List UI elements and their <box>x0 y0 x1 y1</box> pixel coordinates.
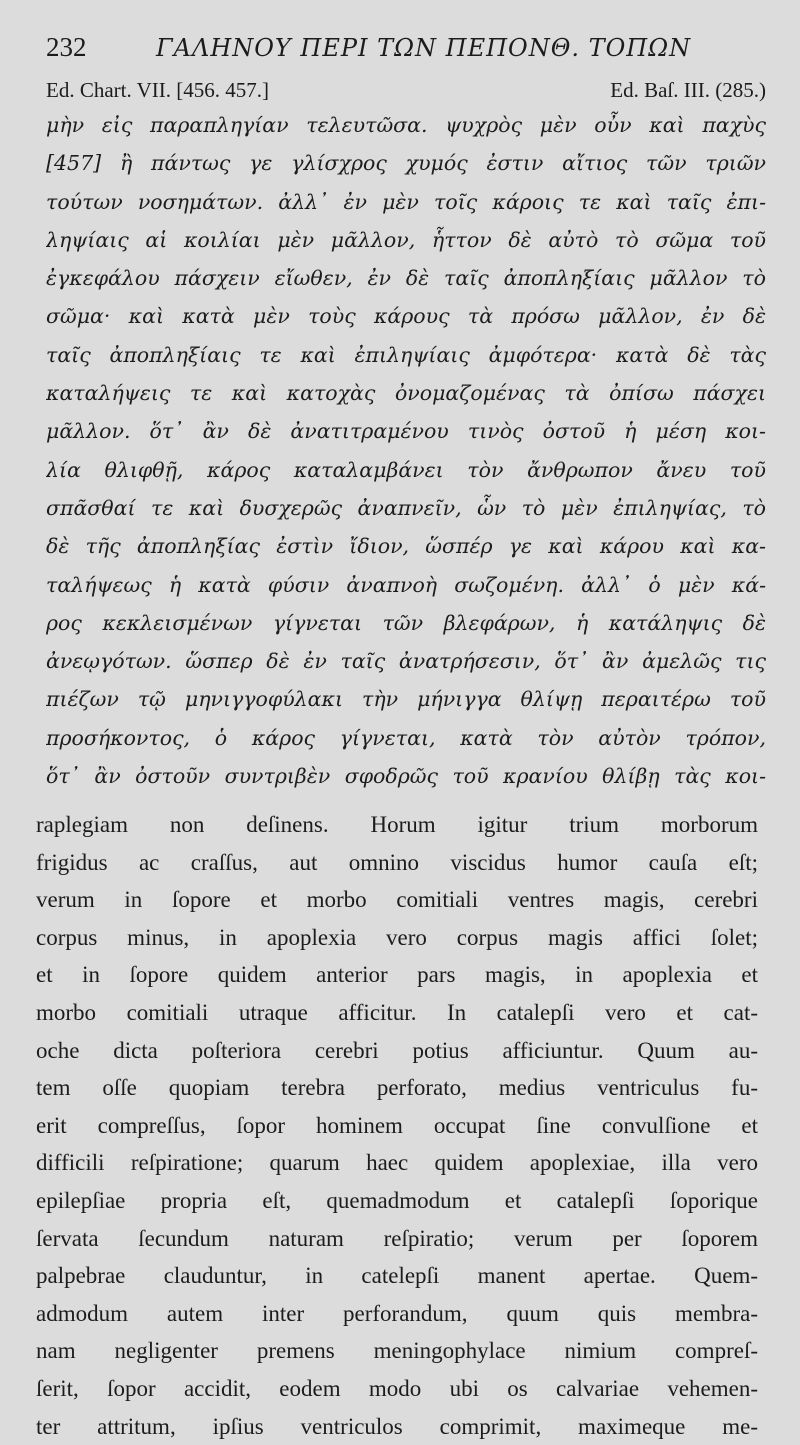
page-number: 232 <box>46 32 87 63</box>
greek-text-line: πιέζων τῷ μηνιγγοφύλακι τὴν μήνιγγα θλίψῃ περαιτέρω τοῦ <box>46 680 766 718</box>
greek-text-line: ταλήψεως ἡ κατὰ φύσιν ἀναπνοὴ σωζομένη. ἀλλ᾽ ὁ μὲν κά- <box>46 566 766 604</box>
edition-basel-reference: Ed. Baſ. III. (285.) <box>610 78 766 103</box>
latin-text-line: frigidus ac craſſus, aut omnino viscidus humor cauſa eſt; <box>36 844 758 882</box>
page-header <box>46 32 746 68</box>
greek-text-line: τούτων νοσημάτων. ἀλλ᾽ ἐν μὲν τοῖς κάροις τε καὶ ταῖς ἐπι- <box>46 183 766 221</box>
greek-text-line: καταλήψεις τε καὶ κατοχὰς ὀνομαζομένας τὰ ὀπίσω πάσχει <box>46 374 766 412</box>
greek-text-line: ρος κεκλεισμένων γίγνεται τῶν βλεφάρων, ἡ κατάληψις δὲ <box>46 604 766 642</box>
latin-text-line: tem oſſe quopiam terebra perforato, medius ventriculus fu- <box>36 1069 758 1107</box>
greek-text-line: ἀνεῳγότων. ὥσπερ δὲ ἐν ταῖς ἀνατρήσεσιν, ὅτ᾽ ἂν ἀμελῶς τις <box>46 642 766 680</box>
latin-text-line: ſervata ſecundum naturam reſpiratio; verum per ſoporem <box>36 1220 758 1258</box>
greek-text-line: [457] ἢ πάντως γε γλίσχρος χυμός ἐστιν αἴτιος τῶν τριῶν <box>46 144 766 182</box>
latin-translation-block <box>36 806 758 1445</box>
greek-text-block <box>46 106 766 795</box>
greek-text-line: ταῖς ἀποπληξίαις τε καὶ ἐπιληψίαις ἀμφότερα· κατὰ δὲ τὰς <box>46 336 766 374</box>
greek-text-line: ἐγκεφάλου πάσχειν εἴωθεν, ἐν δὲ ταῖς ἀποπληξίαις μᾶλλον τὸ <box>46 259 766 297</box>
edition-chartier-reference: Ed. Chart. VII. [456. 457.] <box>46 78 269 103</box>
latin-text-line: erit compreſſus, ſopor hominem occupat ſine convulſione et <box>36 1107 758 1145</box>
greek-text-line: σπᾶσθαί τε καὶ δυσχερῶς ἀναπνεῖν, ὧν τὸ μὲν ἐπιληψίας, τὸ <box>46 489 766 527</box>
latin-text-line: palpebrae clauduntur, in catelepſi manent apertae. Quem- <box>36 1257 758 1295</box>
latin-text-line: difficili reſpiratione; quarum haec quidem apoplexiae, illa vero <box>36 1144 758 1182</box>
edition-references <box>46 78 766 108</box>
greek-text-line: ὅτ᾽ ἂν ὀστοῦν συντριβὲν σφοδρῶς τοῦ κρανίου θλίβῃ τὰς κοι- <box>46 757 766 795</box>
latin-text-line: raplegiam non deſinens. Horum igitur trium morborum <box>36 806 758 844</box>
latin-text-line: corpus minus, in apoplexia vero corpus magis affici ſolet; <box>36 919 758 957</box>
latin-text-line: morbo comitiali utraque afficitur. In catalepſi vero et cat- <box>36 994 758 1032</box>
latin-text-line: ter attritum, ipſius ventriculos comprimit, maximeque me- <box>36 1408 758 1445</box>
latin-text-line: nam negligenter premens meningophylace nimium compreſ- <box>36 1332 758 1370</box>
greek-text-line: ληψίαις αἱ κοιλίαι μὲν μᾶλλον, ἧττον δὲ αὐτὸ τὸ σῶμα τοῦ <box>46 221 766 259</box>
latin-text-line: verum in ſopore et morbo comitiali ventres magis, cerebri <box>36 881 758 919</box>
greek-text-line: σῶμα· καὶ κατὰ μὲν τοὺς κάρους τὰ πρόσω μᾶλλον, ἐν δὲ <box>46 297 766 335</box>
greek-text-line: προσήκοντος, ὁ κάρος γίγνεται, κατὰ τὸν αὐτὸν τρόπον, <box>46 719 766 757</box>
latin-text-line: epilepſiae propria eſt, quemadmodum et catalepſi ſoporique <box>36 1182 758 1220</box>
greek-text-line: λία θλιφθῇ, κάρος καταλαμβάνει τὸν ἄνθρωπον ἄνευ τοῦ <box>46 451 766 489</box>
greek-text-line: μᾶλλον. ὅτ᾽ ἂν δὲ ἀνατιτραμένου τινὸς ὀστοῦ ἡ μέση κοι- <box>46 412 766 450</box>
greek-text-line: δὲ τῆς ἀποπληξίας ἐστὶν ἴδιον, ὥσπέρ γε καὶ κάρου καὶ κα- <box>46 527 766 565</box>
greek-text-line: μὴν εἰς παραπληγίαν τελευτῶσα. ψυχρὸς μὲν οὖν καὶ παχὺς <box>46 106 766 144</box>
latin-text-line: admodum autem inter perforandum, quum quis membra- <box>36 1295 758 1333</box>
latin-text-line: oche dicta poſteriora cerebri potius afficiuntur. Quum au- <box>36 1032 758 1070</box>
latin-text-line: et in ſopore quidem anterior pars magis, in apoplexia et <box>36 956 758 994</box>
running-head: ΓΑΛΗΝΟΥ ΠΕΡΙ ΤΩΝ ΠΕΠΟΝΘ. ΤΟΠΩΝ <box>156 34 691 62</box>
latin-text-line: ſerit, ſopor accidit, eodem modo ubi os calvariae vehemen- <box>36 1370 758 1408</box>
